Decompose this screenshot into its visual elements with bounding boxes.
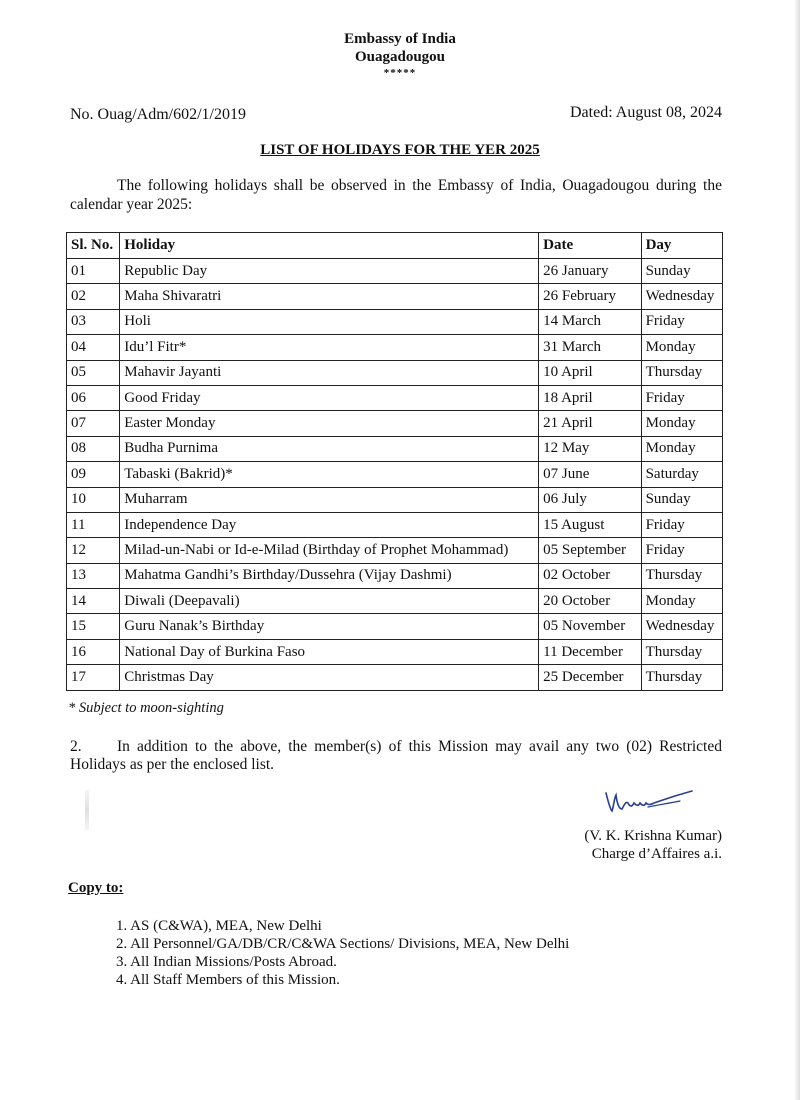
cell-date: 21 April (539, 411, 641, 436)
document-title: LIST OF HOLIDAYS FOR THE YER 2025 (260, 142, 540, 158)
table-row (67, 385, 723, 410)
cell-holiday: National Day of Burkina Faso (120, 639, 539, 664)
cell-holiday: Good Friday (120, 385, 539, 410)
cell-day: Wednesday (641, 614, 722, 639)
intro-paragraph: The following holidays shall be observed in the Embassy of India, Ouagadougou during the calendar year 2025: (70, 177, 722, 213)
cell-sl-no: 07 (67, 411, 120, 436)
cell-day: Sunday (641, 259, 722, 284)
cell-sl-no: 15 (67, 614, 120, 639)
cell-sl-no: 17 (67, 665, 120, 690)
cell-holiday: Budha Purnima (120, 436, 539, 461)
table-row (67, 512, 723, 537)
cell-sl-no: 14 (67, 589, 120, 614)
cell-sl-no: 02 (67, 284, 120, 309)
cell-day: Saturday (641, 462, 722, 487)
cell-holiday: Republic Day (120, 259, 539, 284)
cell-sl-no: 05 (67, 360, 120, 385)
cell-holiday: Muharram (120, 487, 539, 512)
table-row (67, 462, 723, 487)
cell-date: 31 March (539, 335, 641, 360)
cell-day: Thursday (641, 665, 722, 690)
cell-holiday: Mahavir Jayanti (120, 360, 539, 385)
cell-date: 26 February (539, 284, 641, 309)
cell-day: Monday (641, 589, 722, 614)
page-edge (794, 0, 800, 1100)
signature-image (600, 783, 700, 823)
cell-day: Thursday (641, 360, 722, 385)
cell-sl-no: 12 (67, 538, 120, 563)
cell-date: 11 December (539, 639, 641, 664)
cell-holiday: Tabaski (Bakrid)* (120, 462, 539, 487)
cell-date: 02 October (539, 563, 641, 588)
header-holiday: Holiday (120, 233, 539, 259)
cell-sl-no: 06 (67, 385, 120, 410)
table-row (67, 589, 723, 614)
table-row (67, 335, 723, 360)
cell-date: 07 June (539, 462, 641, 487)
signatory-name: (V. K. Krishna Kumar) (584, 828, 722, 844)
cell-holiday: Diwali (Deepavali) (120, 589, 539, 614)
table-body (67, 259, 723, 691)
scan-mark (85, 790, 89, 830)
cell-date: 20 October (539, 589, 641, 614)
cell-day: Monday (641, 335, 722, 360)
cell-day: Friday (641, 309, 722, 334)
holiday-table (66, 232, 723, 691)
signature (600, 783, 700, 828)
table-row (67, 284, 723, 309)
cell-day: Friday (641, 512, 722, 537)
table-row (67, 639, 723, 664)
cell-day: Monday (641, 436, 722, 461)
cell-holiday: Holi (120, 309, 539, 334)
cell-sl-no: 13 (67, 563, 120, 588)
cell-date: 25 December (539, 665, 641, 690)
list-item: 4. All Staff Members of this Mission. (116, 972, 340, 988)
cell-date: 26 January (539, 259, 641, 284)
cell-day: Thursday (641, 563, 722, 588)
paragraph-text: In addition to the above, the member(s) of this Mission may avail any two (02) Restricted Holidays as per the enclosed list. (70, 738, 722, 773)
table-row (67, 563, 723, 588)
cell-date: 12 May (539, 436, 641, 461)
cell-date: 10 April (539, 360, 641, 385)
header-date: Date (539, 233, 641, 259)
list-item: 2. All Personnel/GA/DB/CR/C&WA Sections/ Divisions, MEA, New Delhi (116, 936, 570, 952)
paragraph-number: 2. (70, 738, 82, 755)
signatory-designation: Charge d’Affaires a.i. (591, 846, 722, 862)
cell-sl-no: 04 (67, 335, 120, 360)
cell-holiday: Mahatma Gandhi’s Birthday/Dussehra (Vijay Dashmi) (120, 563, 539, 588)
cell-day: Sunday (641, 487, 722, 512)
cell-holiday: Easter Monday (120, 411, 539, 436)
copy-to-heading: Copy to: (68, 880, 124, 896)
header-day: Day (641, 233, 722, 259)
table-row (67, 665, 723, 690)
header-sl-no: Sl. No. (67, 233, 120, 259)
cell-day: Friday (641, 538, 722, 563)
table-row (67, 487, 723, 512)
reference-number: No. Ouag/Adm/602/1/2019 (70, 106, 246, 123)
cell-sl-no: 03 (67, 309, 120, 334)
cell-holiday: Christmas Day (120, 665, 539, 690)
table-row (67, 436, 723, 461)
table-row (67, 538, 723, 563)
cell-day: Thursday (641, 639, 722, 664)
cell-date: 05 September (539, 538, 641, 563)
embassy-city: Ouagadougou (354, 49, 446, 65)
cell-day: Wednesday (641, 284, 722, 309)
list-item: 1. AS (C&WA), MEA, New Delhi (116, 918, 322, 934)
cell-holiday: Idu’l Fitr* (120, 335, 539, 360)
cell-day: Friday (641, 385, 722, 410)
restricted-holidays-paragraph (70, 738, 722, 774)
footnote: * Subject to moon-sighting (68, 700, 224, 716)
list-item: 3. All Indian Missions/Posts Abroad. (116, 954, 337, 970)
cell-holiday: Maha Shivaratri (120, 284, 539, 309)
cell-date: 15 August (539, 512, 641, 537)
table-row (67, 360, 723, 385)
cell-holiday: Independence Day (120, 512, 539, 537)
cell-sl-no: 09 (67, 462, 120, 487)
cell-holiday: Guru Nanak’s Birthday (120, 614, 539, 639)
cell-date: 06 July (539, 487, 641, 512)
cell-holiday: Milad-un-Nabi or Id-e-Milad (Birthday of Prophet Mohammad) (120, 538, 539, 563)
table-row (67, 259, 723, 284)
cell-date: 14 March (539, 309, 641, 334)
cell-date: 18 April (539, 385, 641, 410)
table-row (67, 614, 723, 639)
embassy-name: Embassy of India (344, 31, 456, 47)
table-row (67, 309, 723, 334)
cell-sl-no: 08 (67, 436, 120, 461)
cell-sl-no: 10 (67, 487, 120, 512)
cell-date: 05 November (539, 614, 641, 639)
cell-day: Monday (641, 411, 722, 436)
document-date: Dated: August 08, 2024 (570, 104, 722, 121)
table-header-row (67, 233, 723, 259)
copy-to-list (116, 917, 569, 989)
table-row (67, 411, 723, 436)
cell-sl-no: 01 (67, 259, 120, 284)
header-stars: ***** (383, 67, 417, 79)
cell-sl-no: 11 (67, 512, 120, 537)
cell-sl-no: 16 (67, 639, 120, 664)
